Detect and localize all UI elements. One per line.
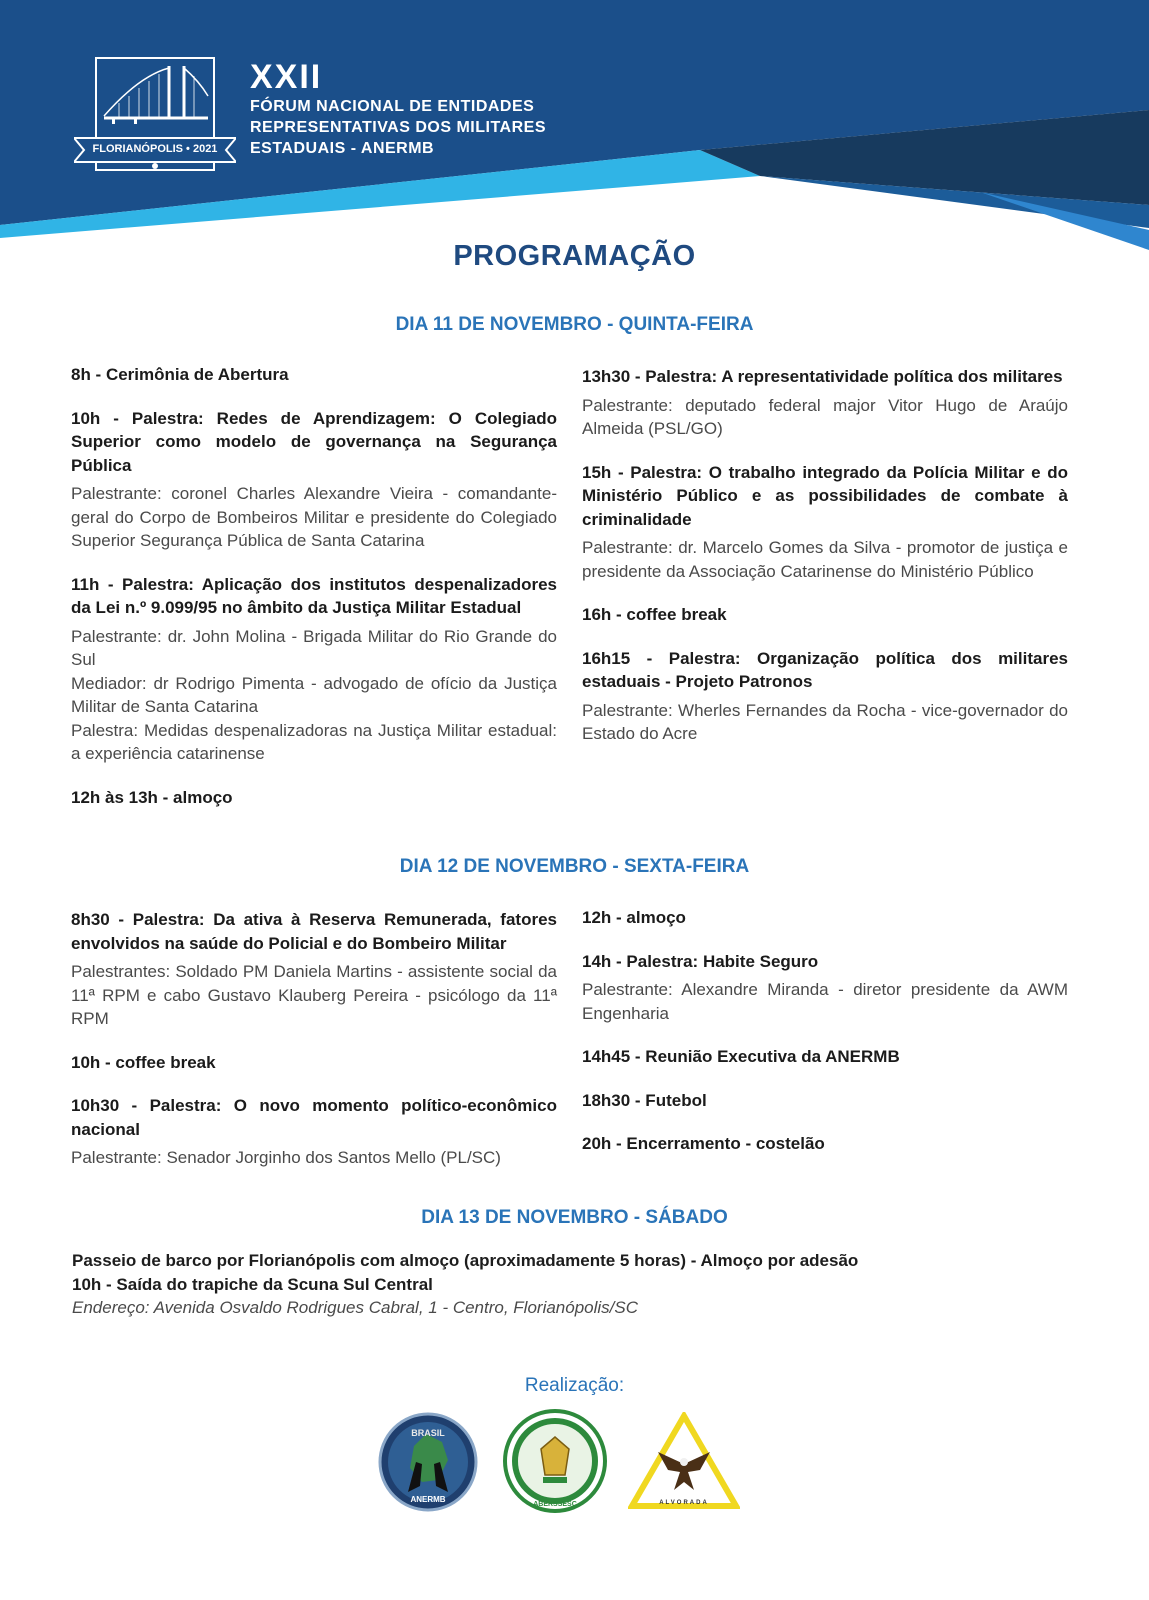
day1-left-column — [71, 363, 557, 829]
logo-caption: FLORIANÓPOLIS • 2021 — [92, 143, 218, 155]
schedule-item — [582, 1132, 1068, 1156]
item-detail: Palestrante: dr. Marcelo Gomes da Silva - promotor de justiça e presidente da Associação Catarinense do Ministério Público — [582, 538, 1068, 581]
schedule-item — [582, 1045, 1068, 1069]
item-heading: 8h - Cerimônia de Abertura — [71, 365, 289, 384]
item-heading: 11h - Palestra: Aplicação dos institutos despenalizadores da Lei n.º 9.099/95 no âmbito da Justiça Militar Estadual — [71, 574, 557, 617]
header-banner — [0, 0, 1149, 260]
item-heading: 10h - Palestra: Redes de Aprendizagem: O Colegiado Superior como modelo de governança na Segurança Pública — [71, 408, 557, 475]
day3-title: DIA 13 DE NOVEMBRO - SÁBADO — [421, 1207, 728, 1228]
edition-number: XXII — [250, 58, 323, 96]
event-logo — [74, 56, 236, 174]
anermb-badge — [378, 1412, 478, 1517]
schedule-item — [582, 950, 1068, 1026]
day2-right-column — [582, 906, 1068, 1176]
item-heading: 16h15 - Palestra: Organização política dos militares estaduais - Projeto Patronos — [582, 648, 1068, 691]
item-heading: 16h - coffee break — [582, 605, 727, 624]
schedule-item — [71, 908, 557, 1031]
departure-line: 10h - Saída do trapiche da Scuna Sul Central — [72, 1274, 433, 1294]
schedule-item — [71, 573, 557, 766]
item-heading: 8h30 - Palestra: Da ativa à Reserva Remunerada, fatores envolvidos na saúde do Policial e do Bombeiro Militar — [71, 910, 557, 953]
item-heading: 13h30 - Palestra: A representatividade política dos militares — [582, 367, 1063, 386]
schedule-item — [582, 603, 1068, 627]
day2-left-column — [71, 908, 557, 1190]
schedule-item — [71, 1051, 557, 1075]
badge-text-anermb: ANERMB — [410, 1495, 446, 1504]
title-line-2: REPRESENTATIVAS DOS MILITARES — [250, 119, 546, 136]
badge-text-brasil: BRASIL — [411, 1428, 445, 1438]
item-detail: Palestrante: coronel Charles Alexandre Vieira - comandante-geral do Corpo de Bombeiros Militar e presidente do Colegiado Superior Segurança Pública de Santa Catarina — [71, 484, 557, 550]
item-heading: 15h - Palestra: O trabalho integrado da Polícia Militar e do Ministério Público e as possibilidades de combate à criminalidade — [582, 462, 1068, 529]
item-heading: 10h30 - Palestra: O novo momento político-econômico nacional — [71, 1096, 557, 1139]
schedule-item — [71, 407, 557, 553]
item-heading: 12h - almoço — [582, 908, 686, 927]
item-heading: 14h - Palestra: Habite Seguro — [582, 951, 819, 971]
schedule-item — [71, 363, 557, 387]
item-heading: 20h - Encerramento - costelão — [582, 1134, 825, 1153]
schedule-item — [582, 906, 1068, 930]
schedule-item — [582, 1089, 1068, 1113]
realizacao-label: Realização: — [524, 1375, 625, 1396]
item-detail: Palestra: Medidas despenalizadoras na Justiça Militar estadual: a experiência catarinense — [71, 720, 557, 763]
badge-text-aberssesc: ABERSSESC — [533, 1501, 577, 1508]
item-detail: Palestrante: Alexandre Miranda - diretor presidente da AWM Engenharia — [582, 980, 1068, 1023]
schedule-item — [71, 786, 557, 810]
day1-right-column — [582, 365, 1068, 766]
page-title: PROGRAMAÇÃO — [453, 240, 696, 272]
title-line-1: FÓRUM NACIONAL DE ENTIDADES — [250, 98, 535, 115]
schedule-item — [582, 461, 1068, 584]
item-heading: 18h30 - Futebol — [582, 1090, 707, 1110]
item-detail: Palestrantes: Soldado PM Daniela Martins - assistente social da 11ª RPM e cabo Gustavo Klauberg Pereira - psicólogo da 11ª RPM — [71, 962, 557, 1028]
item-detail: Palestrante: Senador Jorginho dos Santos Mello (PL/SC) — [71, 1148, 501, 1167]
schedule-item — [582, 647, 1068, 746]
day1-title: DIA 11 DE NOVEMBRO - QUINTA-FEIRA — [395, 314, 754, 335]
day3-details — [72, 1249, 1072, 1320]
badge-text-alvorada: ALVORADA — [659, 1500, 709, 1506]
title-line-3: ESTADUAIS - ANERMB — [250, 140, 435, 157]
boat-tour-line: Passeio de barco por Florianópolis com almoço (aproximadamente 5 horas) - Almoço por adesão — [72, 1251, 859, 1270]
event-title — [250, 58, 546, 159]
address-line: Endereço: Avenida Osvaldo Rodrigues Cabral, 1 - Centro, Florianópolis/SC — [72, 1298, 639, 1317]
item-detail: Palestrante: Wherles Fernandes da Rocha - vice-governador do Estado do Acre — [582, 700, 1068, 743]
schedule-item — [582, 365, 1068, 441]
item-detail: Palestrante: deputado federal major Vitor Hugo de Araújo Almeida (PSL/GO) — [582, 395, 1068, 438]
aberssesc-badge — [503, 1409, 607, 1518]
item-heading: 14h45 - Reunião Executiva da ANERMB — [582, 1047, 900, 1066]
item-heading: 12h às 13h - almoço — [71, 787, 233, 807]
day2-title: DIA 12 DE NOVEMBRO - SEXTA-FEIRA — [399, 856, 750, 877]
item-detail: Palestrante: dr. John Molina - Brigada Militar do Rio Grande do Sul — [71, 626, 557, 669]
item-detail: Mediador: dr Rodrigo Pimenta - advogado de ofício da Justiça Militar de Santa Catarina — [71, 673, 557, 716]
item-heading: 10h - coffee break — [71, 1052, 216, 1072]
schedule-item — [71, 1094, 557, 1170]
alvorada-badge — [628, 1412, 740, 1515]
